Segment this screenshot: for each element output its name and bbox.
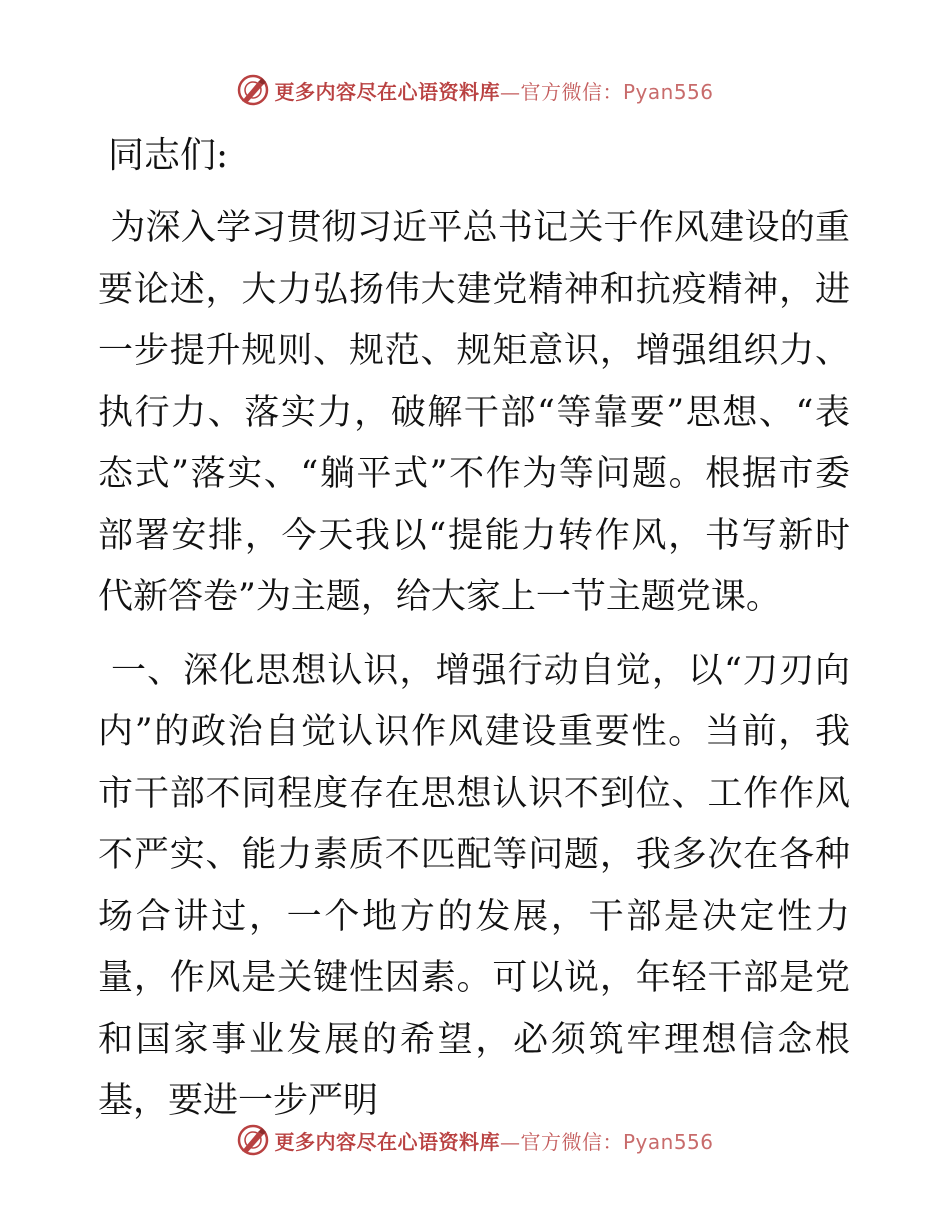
header-watermark [0, 70, 950, 110]
watermark-brand: 更多内容尽在心语资料库 [274, 79, 500, 104]
paragraph-section-one [98, 641, 850, 1133]
watermark-text [274, 76, 713, 105]
paragraph-section-one-text: 一、深化思想认识，增强行动自觉，以“刀刃向内”的政治自觉认识作风建设重要性。当前，我市干部不同程度存在思想认识不到位、工作作风不严实、能力素质不匹配等问题，我多次在各种场合讲过，一个地方的发展，干部是决定性力量，作风是关键性因素。可以说，年轻干部是党和国家事业发展的希望，必须筑牢理想信念根基，要进一步严明 [98, 650, 850, 1121]
pen-nib-logo-icon [236, 1123, 270, 1157]
watermark-dash: — [499, 1129, 521, 1154]
watermark-brand: 更多内容尽在心语资料库 [274, 1129, 500, 1154]
watermark-wechat-label: 官方微信： [520, 1129, 623, 1154]
paragraph-intro [98, 198, 850, 629]
pen-nib-logo-icon [236, 73, 270, 107]
greeting: 同志们: [108, 135, 229, 176]
watermark-wechat-id: Pyan556 [622, 1129, 714, 1154]
footer-watermark [0, 1120, 950, 1160]
watermark-wechat-id: Pyan556 [622, 79, 714, 104]
watermark-wechat-label: 官方微信： [520, 79, 623, 104]
watermark-dash: — [499, 79, 521, 104]
document-body [98, 120, 850, 1145]
paragraph-intro-text: 为深入学习贯彻习近平总书记关于作风建设的重要论述，大力弘扬伟大建党精神和抗疫精神，进一步提升规则、规范、规矩意识，增强组织力、执行力、落实力，破解干部“等靠要”思想、“表态式”落实、“躺平式”不作为等问题。根据市委部署安排，今天我以“提能力转作风，书写新时代新答卷”为主题，给大家上一节主题党课。 [98, 208, 850, 617]
watermark-text [274, 1126, 713, 1155]
